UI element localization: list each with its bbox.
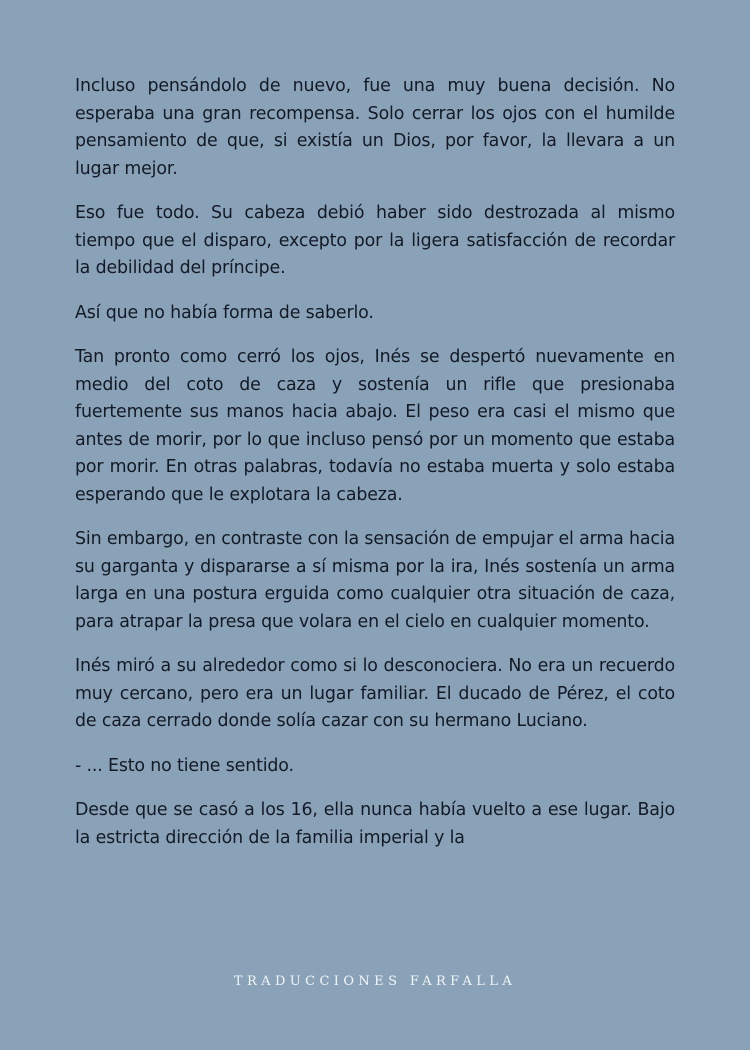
paragraph-5: Sin embargo, en contraste con la sensación de empujar el arma hacia su garganta y dispararse a sí misma por la ira, Inés sostenía un arma larga en una postura erguida como cualquier otra situación de caza, para atrapar la presa que volara en el cielo en cualquier momento. xyxy=(75,529,675,632)
paragraph-8: Desde que se casó a los 16, ella nunca había vuelto a ese lugar. Bajo la estricta dirección de la familia imperial y la xyxy=(75,800,675,848)
document-page xyxy=(75,73,675,869)
paragraph-1: Incluso pensándolo de nuevo, fue una muy buena decisión. No esperaba una gran recompensa. Solo cerrar los ojos con el humilde pensamiento de que, si existía un Dios, por favor, la llevara a un lugar mejor. xyxy=(75,76,675,179)
paragraph-4: Tan pronto como cerró los ojos, Inés se despertó nuevamente en medio del coto de caza y sostenía un rifle que presionaba fuertemente sus manos hacia abajo. El peso era casi el mismo que antes de morir, por lo que incluso pensó por un momento que estaba por morir. En otras palabras, todavía no estaba muerta y solo estaba esperando que le explotara la cabeza. xyxy=(75,347,675,505)
page-footer-credit: TRADUCCIONES FARFALLA xyxy=(233,974,517,989)
paragraph-7-dialogue: - ... Esto no tiene sentido. xyxy=(75,755,294,776)
paragraph-6: Inés miró a su alrededor como si lo desconociera. No era un recuerdo muy cercano, pero era un lugar familiar. El ducado de Pérez, el coto de caza cerrado donde solía cazar con su hermano Luciano. xyxy=(75,656,675,731)
paragraph-3: Así que no había forma de saberlo. xyxy=(75,302,374,323)
paragraph-2: Eso fue todo. Su cabeza debió haber sido destrozada al mismo tiempo que el disparo, excepto por la ligera satisfacción de recordar la debilidad del príncipe. xyxy=(75,203,675,278)
